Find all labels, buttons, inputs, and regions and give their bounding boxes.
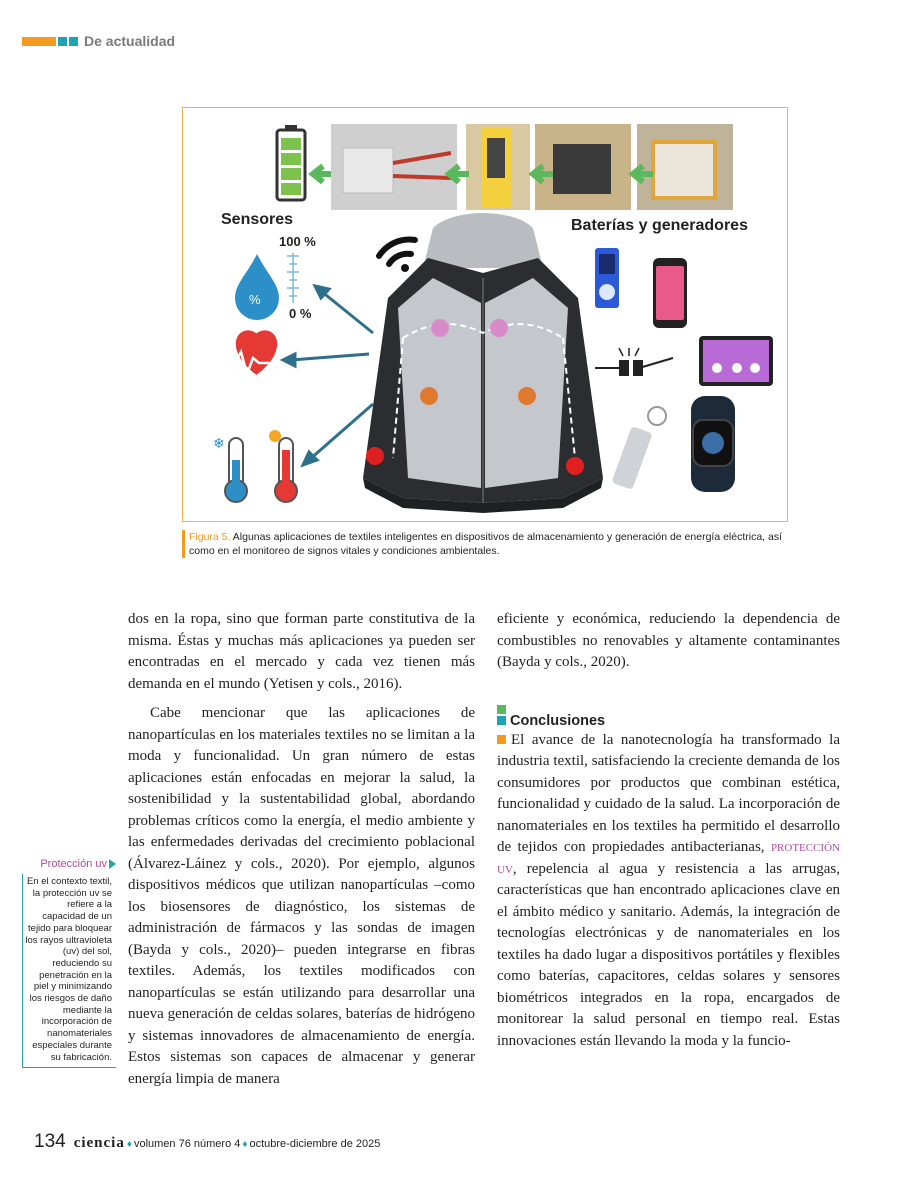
page-number: 134 — [34, 1131, 66, 1152]
section-header — [22, 33, 175, 49]
humidity-scale — [287, 253, 299, 303]
smartwatch-icon — [691, 396, 735, 492]
svg-text:%: % — [249, 292, 261, 307]
tablet-icon — [699, 336, 773, 386]
header-teal-square — [69, 37, 78, 46]
header-orange-bar — [22, 37, 56, 46]
figure-5 — [182, 107, 788, 522]
term-link[interactable]: protección uv — [497, 839, 840, 877]
paragraph: dos en la ropa, sino que forman parte constitutiva de la misma. Éstas y muchas más aplicaciones ya pueden ser encontradas en el mercado y cada vez tienen más demanda en el mundo (Yetisen y cols., 2016). — [128, 611, 475, 692]
photo-dark-mesh — [553, 144, 611, 194]
teal-square — [497, 716, 506, 725]
figure-caption — [182, 530, 799, 558]
column-2 — [497, 609, 840, 1052]
battery-icon — [277, 125, 305, 200]
humidity-max-label: 100 % — [279, 234, 316, 249]
heart-monitor-icon — [219, 330, 277, 374]
sidebar-note — [22, 858, 116, 1068]
journal-name: ciencia — [73, 1135, 125, 1151]
paragraph-text: , repelencia al agua y resistencia a las arrugas, características que han encontrado aplicaciones clave en el ámbito médico y sanitario. Además, la integración de tecnologías electrónicas y de nanomateriales en los textiles ha dado lugar a dispositivos portátiles y flexibles como baterías, capacitores, celdas solares y sensores biométricos integrados en la ropa, encargados de monitorear la salud personal en tiempo real. Estas innovaciones están llevando la moda y la funcio- — [497, 860, 840, 1049]
header-teal-square — [58, 37, 67, 46]
period-info: octubre-diciembre de 2025 — [249, 1138, 381, 1150]
sidebar-term — [22, 858, 116, 870]
orange-square — [497, 735, 506, 744]
caption-text: Algunas aplicaciones de textiles inteligentes en dispositivos de almacenamiento y generación de energía eléctrica, así como en el monitoreo de signos vitales y condiciones ambientales. — [189, 531, 783, 557]
sidebar-term-text: Protección uv — [40, 858, 107, 870]
photo-dark-fabric — [487, 138, 505, 178]
diamond-icon: ♦ — [126, 1139, 132, 1150]
volume-info: volumen 76 número 4 — [133, 1138, 241, 1150]
paragraph — [497, 730, 840, 1053]
thermometer-cold-icon — [213, 436, 247, 502]
heading-marks — [497, 704, 506, 725]
section-label: De actualidad — [84, 33, 176, 49]
flashlight-keychain-icon — [611, 407, 666, 490]
mp3-player-icon — [595, 248, 619, 308]
sensors-label: Sensores — [221, 211, 294, 228]
water-drop-icon — [235, 254, 279, 320]
diamond-icon: ♦ — [242, 1139, 248, 1150]
svg-text:❄: ❄ — [213, 436, 225, 452]
paragraph: Cabe mencionar que las aplicaciones de nanopartículas en los materiales textiles no se limitan a la moda y funcionalidad. Un gran número de estas aplicaciones están enfocadas en mejorar la salud, la sostenibilidad y la sustentabilidad global, abordando problemas críticos como la energía, el medio ambiente y las enfermedades derivadas del crecimiento poblacional (Álvarez-Láinez y cols., 2020). Por ejemplo, algunos dispositivos médicos que utilizan nanopartículas –como los biosensores de diagnóstico, los sistemas de administración de fármacos y las sondas de imagen (Bayda y cols., 2020)– pueden integrarse en fibras textiles. Además, los textiles modificados con nanopartículas se están utilizando para desarrollar una nueva generación de celdas solares, baterías de hidrógeno y sistemas innovadores de almacenamiento de energía. Estos sistemas son capaces de almacenar y generar energía limpia de manera — [128, 705, 475, 1087]
photo-pouch — [343, 148, 393, 193]
smartphone-icon — [653, 258, 687, 328]
power-plug-icon — [595, 348, 673, 376]
paragraph-text: El avance de la nanotecnología ha transformado la industria textil, satisfaciendo la creciente demanda de los consumidores por productos que combinan estética, funcionalidad y cuidado de la salud. La incorporación de nanomateriales en los textiles ha permitido el desarrollo de tejidos con propiedades antibacterianas, — [497, 731, 840, 855]
photo-light-mesh — [653, 142, 715, 198]
triangle-marker-icon — [109, 859, 116, 869]
figure-illustration — [183, 108, 787, 521]
paragraph: eficiente y económica, reduciendo la dependencia de combustibles no renovables y altamente contaminantes (Bayda y cols., 2020). — [497, 611, 840, 670]
wifi-icon — [379, 240, 415, 272]
arrow-left-icon — [313, 166, 331, 182]
section-heading — [497, 704, 840, 728]
humidity-min-label: 0 % — [289, 306, 312, 321]
caption-label: Figura 5. — [189, 531, 231, 543]
sidebar-definition: En el contexto textil, la protección uv se refiere a la capacidad de un tejido para bloquear los rayos ultravioleta (uv) del sol, reduciendo su penetración en la piel y minimizando los riesgos de daño mediante la incorporación de nanomateriales especiales durante su fabricación. — [22, 874, 116, 1068]
batteries-label: Baterías y generadores — [571, 217, 748, 234]
green-square — [497, 705, 506, 714]
thermometer-hot-icon — [269, 430, 297, 502]
column-1 — [128, 609, 475, 1090]
footer — [34, 1131, 380, 1153]
section-title: Conclusiones — [510, 712, 606, 729]
